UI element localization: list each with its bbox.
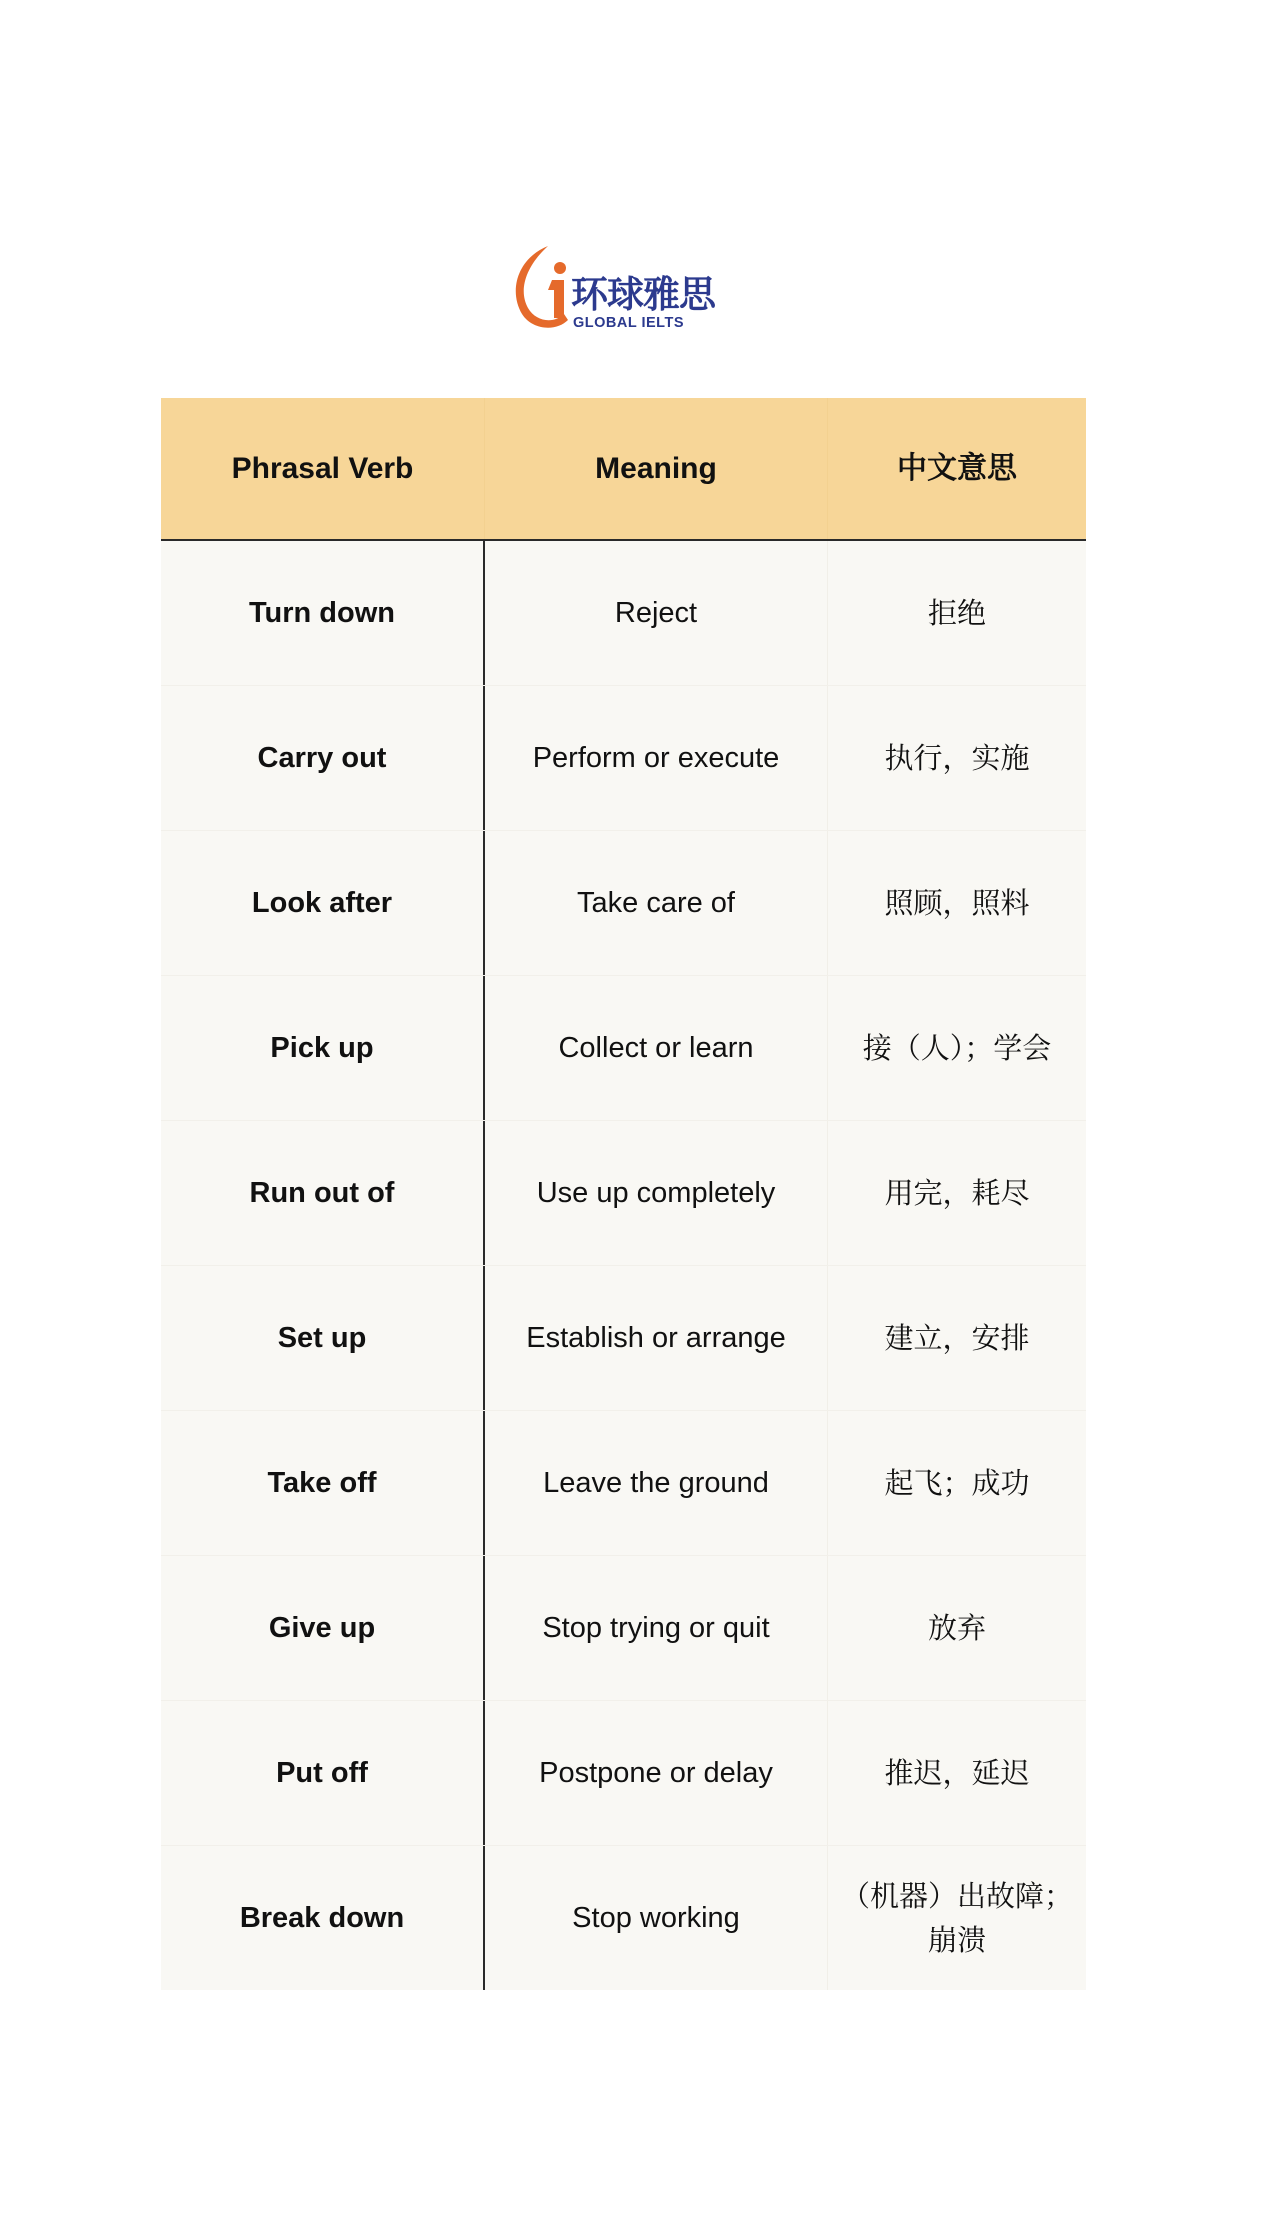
meaning-cell: Perform or execute [485, 686, 828, 830]
chinese-meaning-cell: 接（人）；学会 [862, 1031, 1052, 1065]
meaning-cell: Stop working [485, 1846, 828, 1990]
chinese-meaning-cell: 建立，安排 [884, 1321, 1030, 1355]
meaning-cell: Postpone or delay [485, 1701, 828, 1845]
meaning-cell: Stop trying or quit [485, 1556, 828, 1700]
phrasal-verb-cell: Put off [161, 1701, 485, 1845]
table-row [161, 1845, 1086, 1990]
chinese-meaning-cell: （机器）出故障；崩溃 [840, 1879, 1073, 1957]
phrasal-verb-cell: Pick up [161, 976, 485, 1120]
logo-chinese-name: 环球雅思 [571, 273, 715, 316]
logo [508, 240, 738, 336]
meaning-cell: Establish or arrange [485, 1266, 828, 1410]
meaning-cell: Use up completely [485, 1121, 828, 1265]
phrasal-verb-cell: Carry out [161, 686, 485, 830]
meaning-cell: Collect or learn [485, 976, 828, 1120]
chinese-meaning-cell: 用完，耗尽 [884, 1176, 1030, 1210]
table-row [161, 1265, 1086, 1410]
table-row [161, 830, 1086, 975]
chinese-meaning-cell: 起飞；成功 [884, 1466, 1030, 1500]
global-ielts-logo-icon [508, 240, 572, 336]
table-row [161, 1700, 1086, 1845]
header-phrasal-verb: Phrasal Verb [161, 398, 485, 539]
chinese-meaning-cell: 放弃 [927, 1611, 986, 1645]
phrasal-verb-cell: Set up [161, 1266, 485, 1410]
table-row [161, 975, 1086, 1120]
chinese-meaning-cell: 拒绝 [927, 596, 986, 630]
table-row [161, 541, 1086, 685]
phrasal-verb-table [161, 398, 1086, 1990]
chinese-meaning-cell: 推迟，延迟 [884, 1756, 1030, 1790]
phrasal-verb-cell: Look after [161, 831, 485, 975]
header-chinese-meaning: 中文意思 [897, 451, 1017, 485]
phrasal-verb-cell: Give up [161, 1556, 485, 1700]
table-row [161, 685, 1086, 830]
table-row [161, 1120, 1086, 1265]
phrasal-verb-cell: Turn down [161, 541, 485, 685]
table-row [161, 1410, 1086, 1555]
chinese-meaning-cell: 照顾，照料 [884, 886, 1030, 920]
logo-english-name: GLOBAL IELTS [573, 315, 684, 331]
header-meaning: Meaning [485, 398, 828, 539]
chinese-meaning-cell: 执行，实施 [884, 741, 1030, 775]
phrasal-verb-cell: Run out of [161, 1121, 485, 1265]
phrasal-verb-cell: Take off [161, 1411, 485, 1555]
meaning-cell: Reject [485, 541, 828, 685]
table-header [161, 398, 1086, 541]
meaning-cell: Leave the ground [485, 1411, 828, 1555]
phrasal-verb-cell: Break down [161, 1846, 485, 1990]
meaning-cell: Take care of [485, 831, 828, 975]
table-row [161, 1555, 1086, 1700]
